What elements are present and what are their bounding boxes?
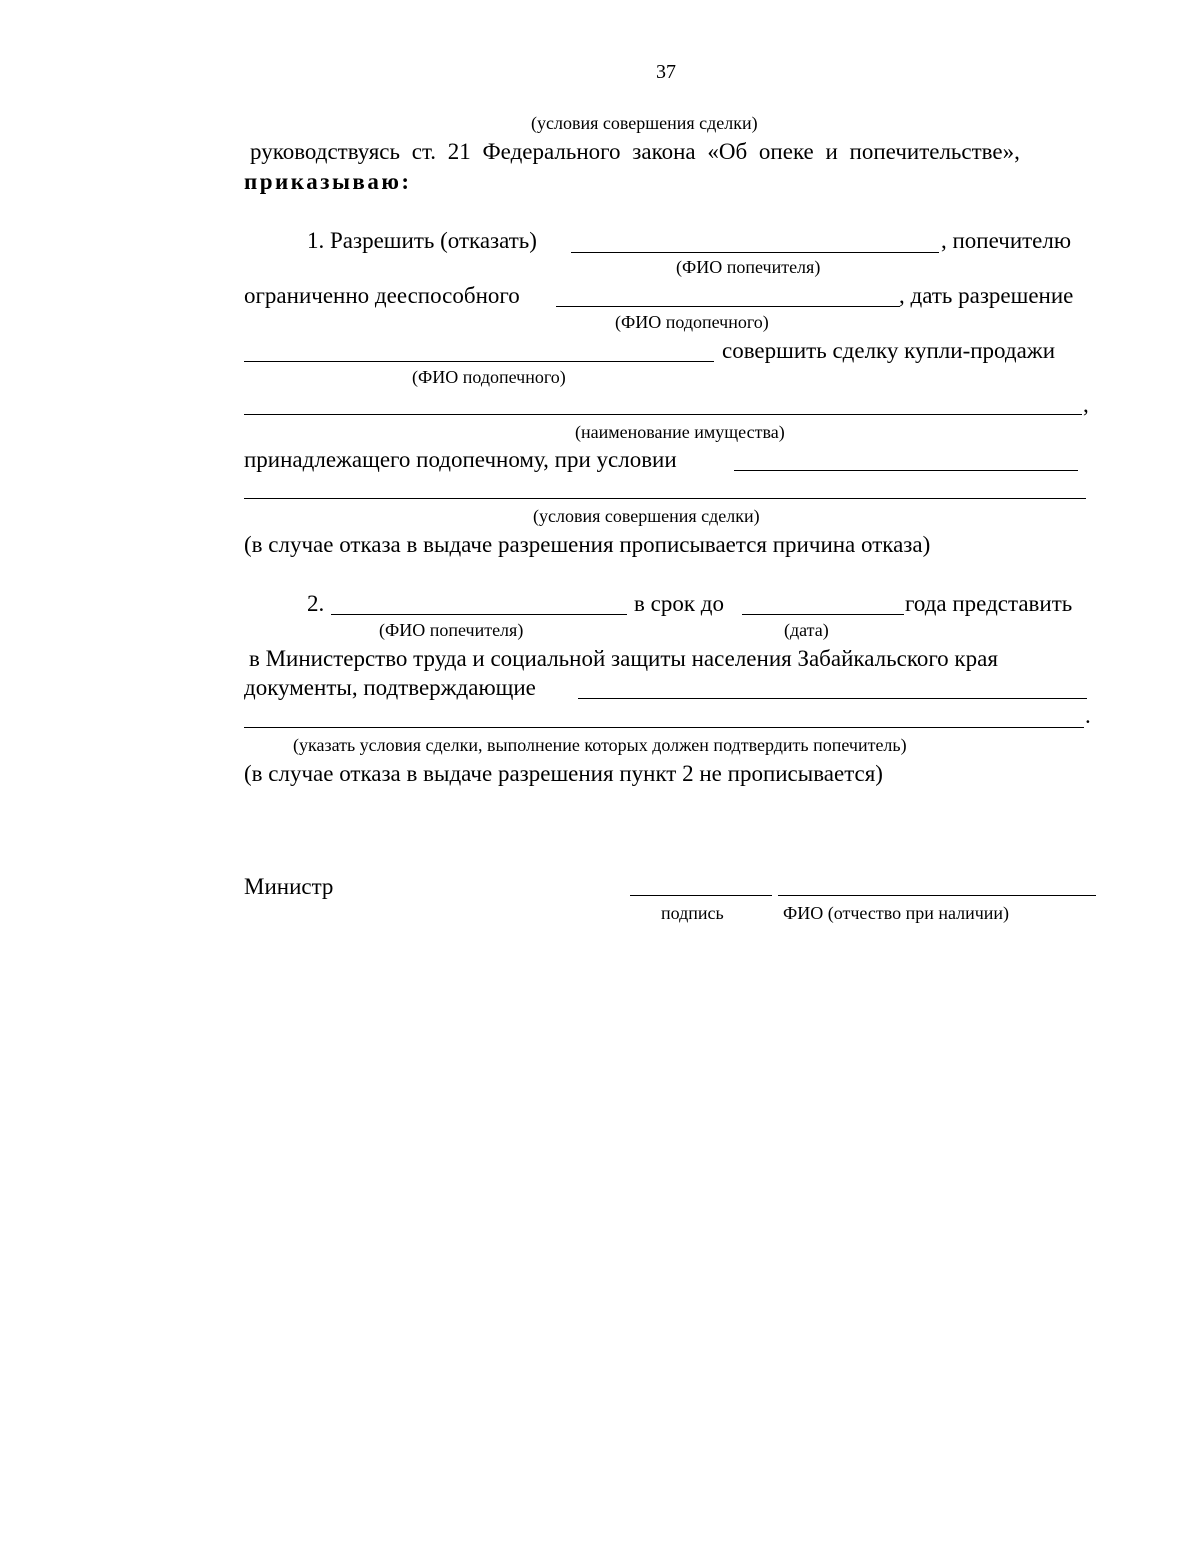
documents-field[interactable]: [578, 698, 1087, 699]
limited-prefix: ограниченно дееспособного: [244, 283, 520, 308]
ward-name-field-2[interactable]: [244, 361, 714, 362]
limited-after: , дать разрешение: [899, 283, 1074, 308]
caption-deal-conditions-top: (условия совершения сделки): [531, 113, 758, 133]
date-field[interactable]: [742, 614, 904, 615]
property-comma: ,: [1083, 392, 1089, 417]
documents-field-2[interactable]: [244, 727, 1084, 728]
minister-name-field[interactable]: [778, 895, 1096, 896]
ward-name-field[interactable]: [556, 306, 900, 307]
caption-ward-name-2: (ФИО подопечного): [412, 367, 566, 387]
item1-refusal-note: (в случае отказа в выдаче разрешения прописывается причина отказа): [244, 532, 931, 557]
caption-specify-conditions: (указать условия сделки, выполнение которых должен подтвердить попечитель): [293, 735, 907, 755]
signature-field[interactable]: [630, 895, 772, 896]
property-name-field[interactable]: [244, 414, 1082, 415]
deal-text: совершить сделку купли-продажи: [722, 338, 1056, 363]
caption-item2-guardian: (ФИО попечителя): [379, 620, 524, 640]
order-word: приказываю:: [244, 169, 412, 194]
caption-date: (дата): [784, 620, 829, 640]
condition-field-2[interactable]: [244, 498, 1086, 499]
caption-property-name: (наименование имущества): [575, 422, 785, 442]
caption-guardian-name: (ФИО попечителя): [676, 257, 821, 277]
minister-title: Министр: [244, 874, 334, 899]
belonging-text: принадлежащего подопечному, при условии: [244, 447, 677, 472]
deadline-text: в срок до: [634, 591, 724, 616]
caption-ward-name: (ФИО подопечного): [615, 312, 769, 332]
documents-period: .: [1085, 703, 1091, 728]
item2-number: 2.: [307, 591, 325, 616]
intro-line: руководствуясь ст. 21 Федерального закона «Об опеке и попечительстве»,: [250, 139, 1020, 164]
condition-field[interactable]: [734, 470, 1078, 471]
caption-deal-conditions: (условия совершения сделки): [533, 506, 760, 526]
documents-text: документы, подтверждающие: [244, 675, 536, 700]
item2-guardian-name-field[interactable]: [331, 614, 627, 615]
item1-prefix: 1. Разрешить (отказать): [307, 228, 537, 253]
caption-minister-name: ФИО (отчество при наличии): [783, 903, 1010, 923]
ministry-line: в Министерство труда и социальной защиты населения Забайкальского края: [249, 646, 998, 671]
page-number: 37: [656, 61, 676, 83]
caption-signature: подпись: [661, 903, 724, 923]
item2-refusal-note: (в случае отказа в выдаче разрешения пункт 2 не прописывается): [244, 761, 883, 786]
item1-after-field: , попечителю: [941, 228, 1072, 253]
year-text: года представить: [905, 591, 1073, 616]
guardian-name-field[interactable]: [571, 252, 939, 253]
